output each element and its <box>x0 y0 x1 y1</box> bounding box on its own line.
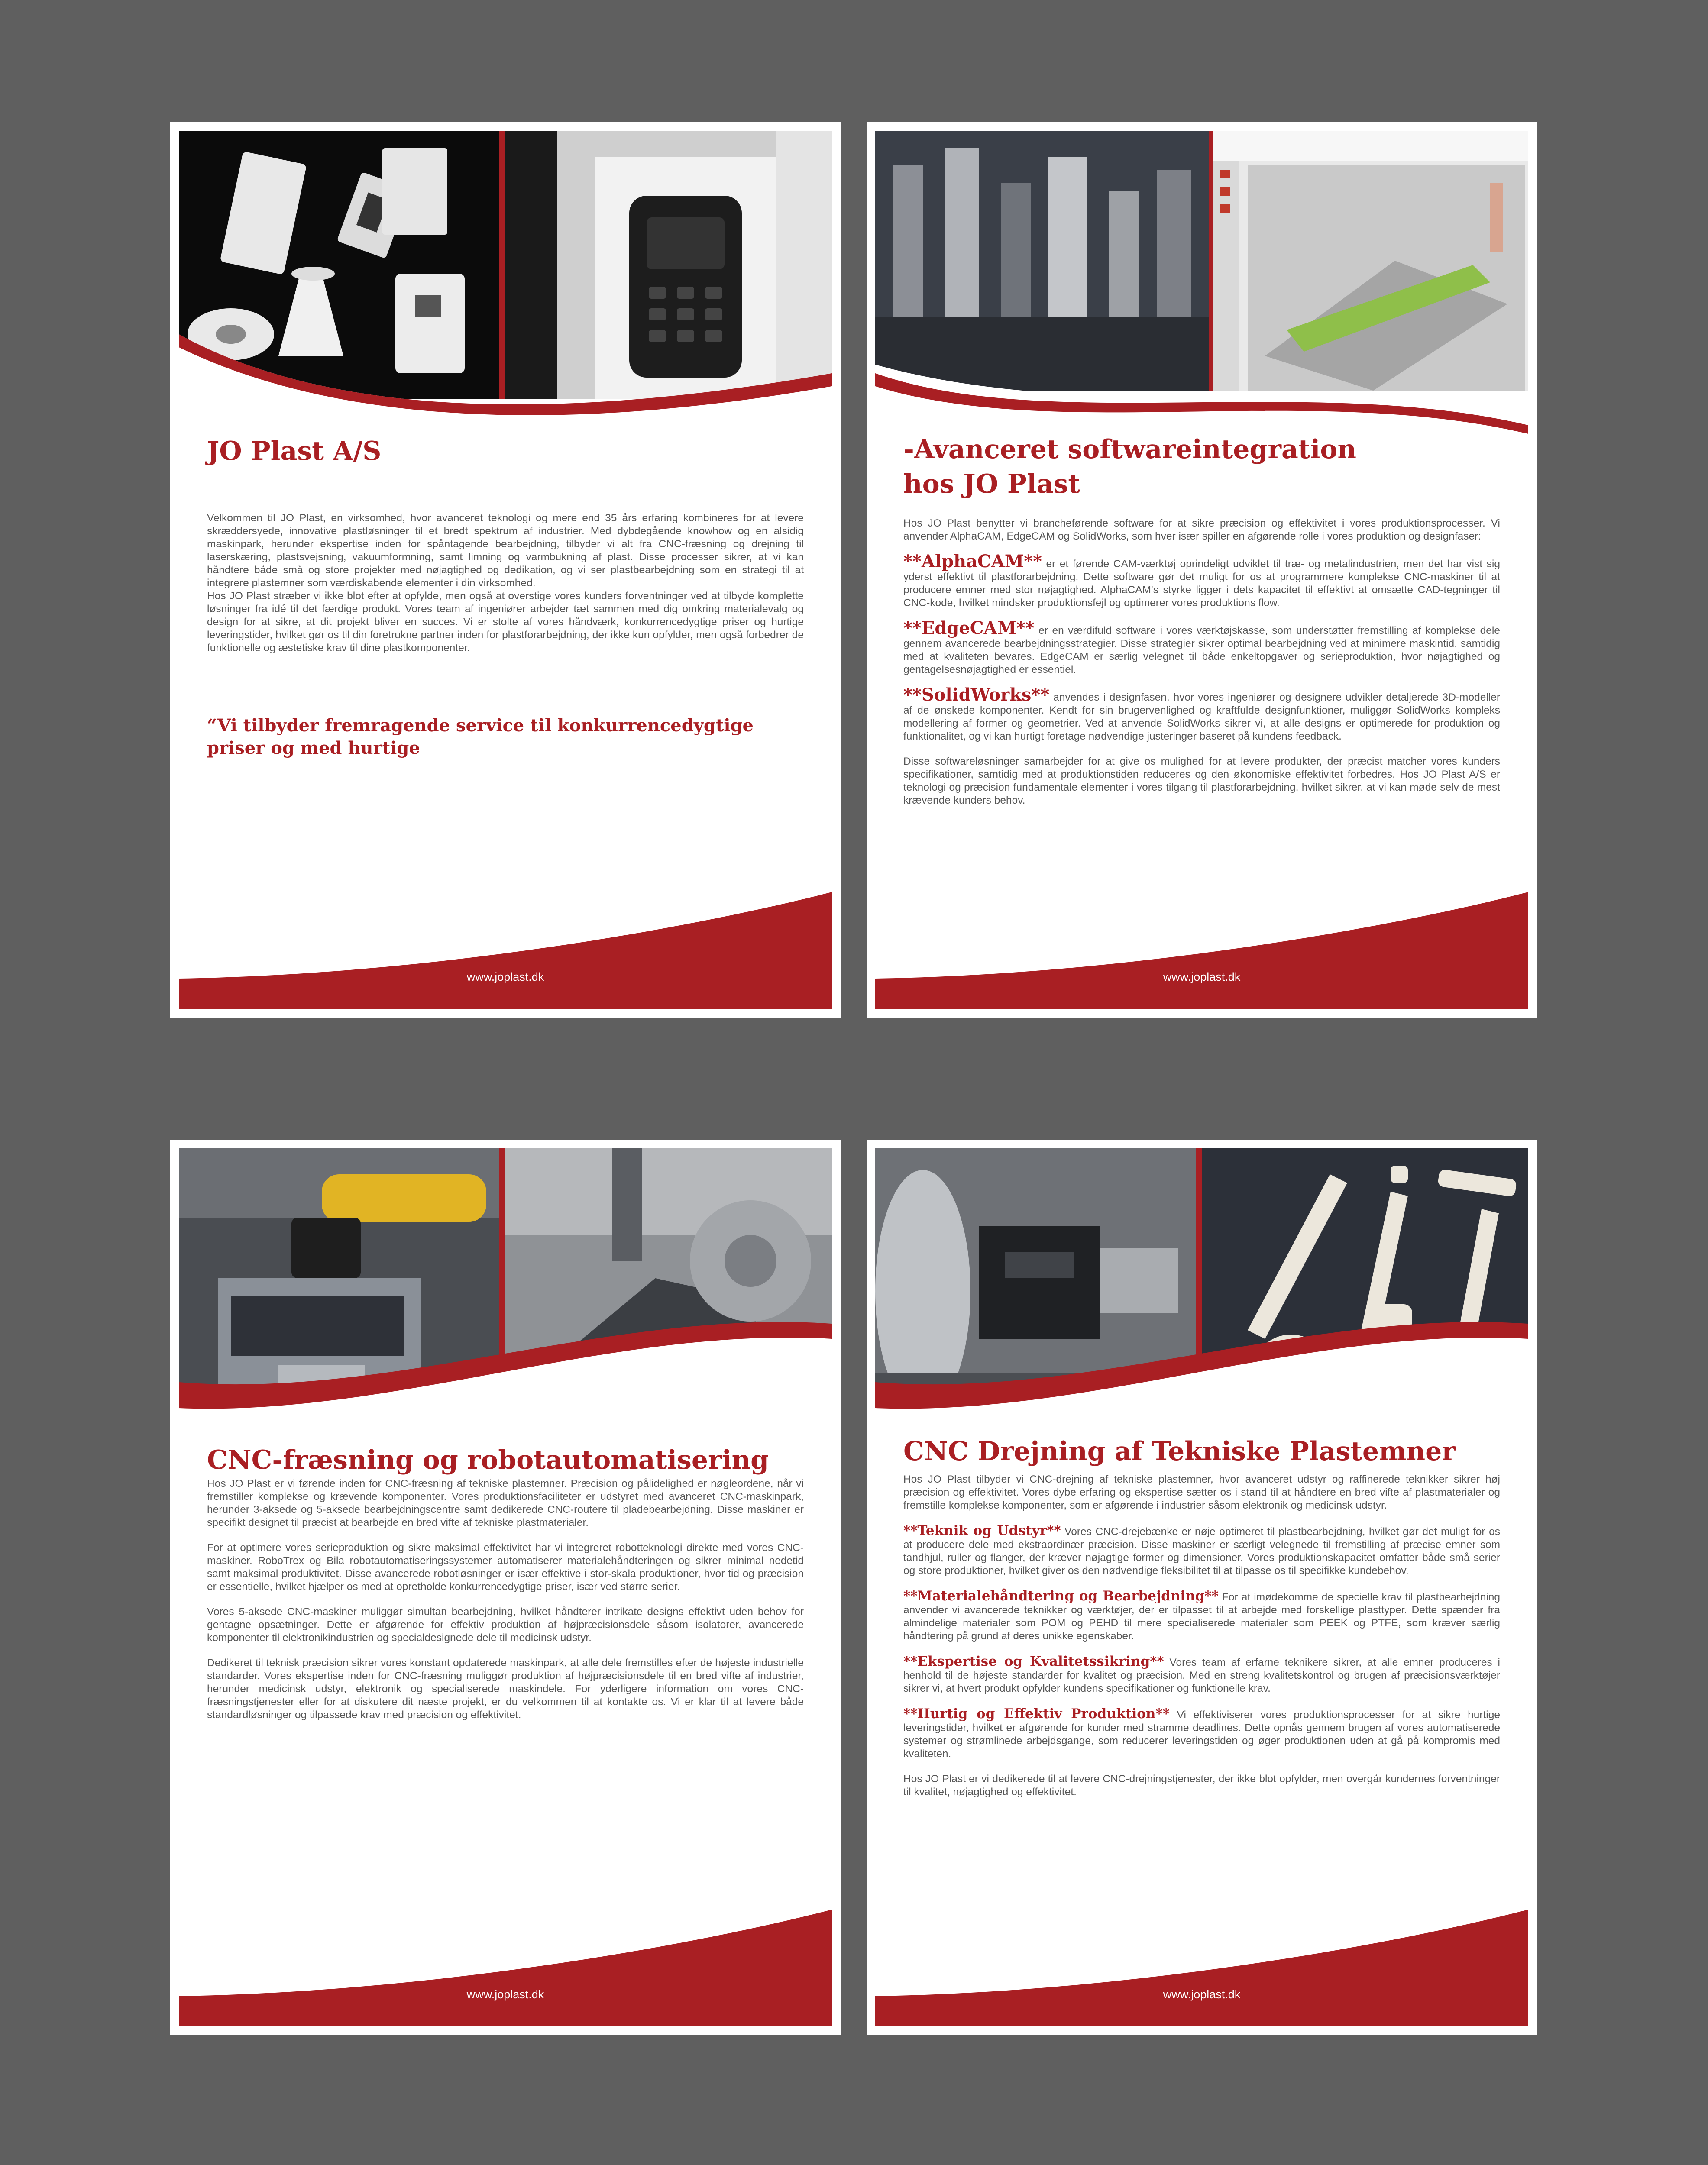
section-teknik: **Teknik og Udstyr** Vores CNC-drejebænke er nøje optimeret til plastbearbejdning, hvilket gør det muligt for os at producere dele med ekstraordinær præcision. Disse maskiner er særligt velegnede til fremstilling af præcise emner som tandhjul, ruller og flanger, der kræver nøjagtige former og dimensioner. Vores produktionskapacitet omfatter både små serier og store produktioner, hvilket giver os den nødvendige fleksibilitet til at tilpasse os til specifikke kundebehov. <box>903 1523 1500 1577</box>
page-title-line-2: hos JO Plast <box>903 469 1080 499</box>
photo-cam-software <box>1213 131 1528 391</box>
page-title: CNC-fræsning og robotautomatisering <box>207 1445 769 1475</box>
section-hurtig: **Hurtig og Effektiv Produktion** Vi effektiviserer vores produktionsprocesser for at sikre hurtige leveringstider, hvilket er afgørende for kunder med stramme deadlines. Dette opnås gennem brugen af vores automatiserede systemer og strømlinede arbejdsgange, som reducerer leveringstiden og øger produktionen uden at gå på kompromis med kvaliteten. <box>903 1706 1500 1760</box>
intro-paragraph: Hos JO Plast benytter vi brancheførende software for at sikre præcision og effektivitet i vores produktionsprocesser. Vi anvender AlphaCAM, EdgeCAM og SolidWorks, som hver især spiller en afgørende rolle i vores produktion og designfaser: <box>903 517 1500 542</box>
brochure-page-4 <box>867 1140 1537 2035</box>
paragraph-3: Vores 5-aksede CNC-maskiner muliggør simultan bearbejdning, hvilket håndterer intrikate designs effektivt uden behov for gentagne opsætninger. Dette er afgørende for effektiv produktion af højpræcisionsdele såsom isolatorer, avancerede komponenter til elektronikindustrien og specialdesignede dele til medicinsk udstyr. <box>207 1606 804 1644</box>
intro-paragraph: Hos JO Plast tilbyder vi CNC-drejning af tekniske plastemner, hvor avanceret udstyr og raffinerede teknikker sikrer høj præcision og effektivitet. Vores dybe erfaring og ekspertise sætter os i stand til at håndtere en bred vifte af plastmaterialer og fremstille komplekse komponenter, som er afgørende i industrier såsom elektronik og medicinsk udstyr. <box>903 1473 1500 1511</box>
hero-images <box>179 1148 832 1451</box>
footer-url[interactable]: www.joplast.dk <box>466 970 544 983</box>
footer-url[interactable]: www.joplast.dk <box>1163 1988 1241 2001</box>
hero-images <box>875 1148 1528 1451</box>
page-3-content <box>207 1443 804 1734</box>
closing-paragraph: Disse softwareløsninger samarbejder for at give os mulighed for at levere produkter, der præcist matcher vores kunders specifikationer, samtidig med at produktionstiden reduceres og den økonomiske effektivitet forbedres. Hos JO Plast A/S er teknologi og præcision fundamentale elementer i vores tilgang til plastforarbejdning, hvilket sikrer, at vi kan møde selv de mest krævende kunders behov. <box>903 756 1500 806</box>
brochure-page-2 <box>867 122 1537 1018</box>
section-solidworks: **SolidWorks** anvendes i designfasen, hvor vores ingeniører og designere udvikler detaljerede 3D-modeller af de ønskede komponenter. Kendt for sin brugervenlighed og kraftfulde designfunktioner, muliggør SolidWorks kompleks modellering af former og geometrier. Ved at anvende SolidWorks sikrer vi, at alle designs er optimerede for produktion og funktionalitet, og vi kan hurtigt foretage nødvendige justeringer baseret på kundens feedback. <box>903 685 1500 742</box>
closing-paragraph: Hos JO Plast er vi dedikerede til at levere CNC-drejningstjenester, der ikke blot opfylder, men overgår kundernes forventninger til kvalitet, nøjagtighed og effektivitet. <box>903 1773 1500 1798</box>
paragraph-1: Hos JO Plast er vi førende inden for CNC-fræsning af tekniske plastemner. Præcision og pålidelighed er nøgleordene, når vi fremstiller komplekse og krævende komponenter. Vores produktionsfaciliteter er udstyret med avanceret CNC-maskinpark, herunder 3-aksede og 5-aksede bearbejdningscentre samt dedikerede CNC-routere til pladebearbejdning. Disse maskiner er specifikt designet til præcist at bearbejde en bred vifte af tekniske plastmaterialer. <box>207 1478 804 1528</box>
quote-text: “Vi tilbyder fremragende service til konkurrencedygtige priser og med hurtige <box>207 715 754 758</box>
page-title: JO Plast A/S <box>207 436 382 466</box>
footer-url[interactable]: www.joplast.dk <box>1163 970 1241 983</box>
section-edgecam: **EdgeCAM** er en værdifuld software i vores værktøjskasse, som understøtter fremstilling af komplekse dele gennem avancerede bearbejdningsstrategier. Disse strategier sikrer optimal bearbejdning ved at minimere maskintid, samtidig med at kvaliteten bevares. EdgeCAM er særlig velegnet til både enkeltopgaver og serieproduktion, hvor nøjagtighed og gentagelsesnøjagtighed er essentiel. <box>903 618 1500 675</box>
paragraph-2: For at optimere vores serieproduktion og sikre maksimal effektivitet har vi integreret robotteknologi direkte med vores CNC-maskiner. RoboTrex og Bila robotautomatiseringssystemer automatiserer materialehåndteringen og sikrer minimal nedetid samt maksimal produktivitet. Disse avancerede robotløsninger er især effektive i stor-skala produktioner, hvor tid og præcision er essentielle, hvilket hjælper os med at opretholde konkurrencedygtige priser, især ved større serier. <box>207 1542 804 1593</box>
brochure-page-1 <box>170 122 841 1018</box>
page-1-content <box>207 434 804 759</box>
page-title: CNC Drejning af Tekniske Plastemner <box>903 1436 1456 1467</box>
photo-terminal-holder <box>505 131 832 399</box>
section-materiale: **Materialehåndtering og Bearbejdning** For at imødekomme de specielle krav til plastbearbejdning anvender vi avancerede teknikker og værktøjer, der er tilpasset til at arbejde med forskellige plasttyper. Dette spænder fra almindelige materialer som POM og PEHD til mere specialiserede materialer som PEEK og PTFE, som kræver særlig håndtering på grund af deres unikke egenskaber. <box>903 1588 1501 1642</box>
footer <box>875 1853 1528 2026</box>
hero-images <box>179 131 832 434</box>
section-alphacam: **AlphaCAM** er et førende CAM-værktøj oprindeligt udviklet til træ- og metalindustrien, men det har vist sig yderst effektivt til plastforarbejdning. Dette software gør det muligt for os at programmere komplekse CNC-maskiner til at producere emner med stor nøjagtighed. AlphaCAM's styrke ligger i dets kapacitet til effektivt at omsætte CAD-tegninger til CNC-kode, hvilket mindsker produktionsfejl og optimerer vores produktions flow. <box>903 551 1500 609</box>
body-paragraph: Hos JO Plast stræber vi ikke blot efter at opfylde, men også at overstige vores kunders forventninger ved at tilbyde komplette løsninger fra idé til det færdige produkt. Vores team af ingeniører arbejder tæt sammen med dig omkring materialevalg og design for at sikre, at dit projekt bliver en succes. Vi er stolte af vores håndværk, konkurrencedygtige priser og hurtige leveringstider, hvilket gør os til din foretrukne partner inden for plastforarbejdning, der ikke kun opfylder, men også forbedrer de funktionelle og æstetiske krav til dine plastkomponenter. <box>207 590 804 654</box>
section-ekspertise: **Ekspertise og Kvalitetssikring** Vores team af erfarne teknikere sikrer, at alle emner produceres i henhold til de højeste standarder for kvalitet og præcision. Med en streng kvalitetskontrol og brugen af præcisionsværktøjer sikrer vi, at hvert produkt opfylder kundens specifikationer og funktionelle krav. <box>903 1654 1500 1694</box>
page-2-content <box>903 432 1500 819</box>
page-4-content <box>903 1434 1500 1811</box>
footer <box>875 836 1528 1009</box>
page-title-line-1: -Avanceret softwareintegration <box>903 434 1357 465</box>
photo-tool-holders <box>875 131 1209 391</box>
footer <box>179 836 832 1009</box>
hero-images <box>875 131 1528 434</box>
brochure-page-3 <box>170 1140 841 2035</box>
intro-paragraph: Velkommen til JO Plast, en virksomhed, hvor avanceret teknologi og mere end 35 års erfaring kombineres for at levere skræddersyede, innovative plastløsninger til et bredt spektrum af industrier. Med dybdegående knowhow og en alsidig maskinpark, herunder ekspertise inden for spåntagende bearbejdning, tilbyder vi alt fra CNC-fræsning og drejning til laserskæring, plastsvejsning, vakuumformning, samt limning og varmbukning af plast. Disse processer sikrer, at vi kan håndtere både små og store projekter med nøjagtighed og dedikation, og vi ser plastbearbejdning som en strategi til at integrere plastemner som værdiskabende elementer i din virksomhed. <box>207 512 804 589</box>
paragraph-4: Dedikeret til teknisk præcision sikrer vores konstant opdaterede maskinpark, at alle dele fremstilles efter de højeste industrielle standarder. Vores ekspertise inden for CNC-fræsning muliggør produktion af højpræcisionsdele til en bred vifte af industrier, herunder medicinsk udstyr, elektronik og specialiserede maskindele. For yderligere information om vores CNC-fræsningstjenester eller for at diskutere dit næste projekt, er du velkommen til at kontakte os. Vi er klar til at levere både standardløsninger og tilpassede krav med præcision og effektivitet. <box>207 1657 804 1721</box>
footer-url[interactable]: www.joplast.dk <box>466 1988 544 2001</box>
footer <box>179 1853 832 2026</box>
